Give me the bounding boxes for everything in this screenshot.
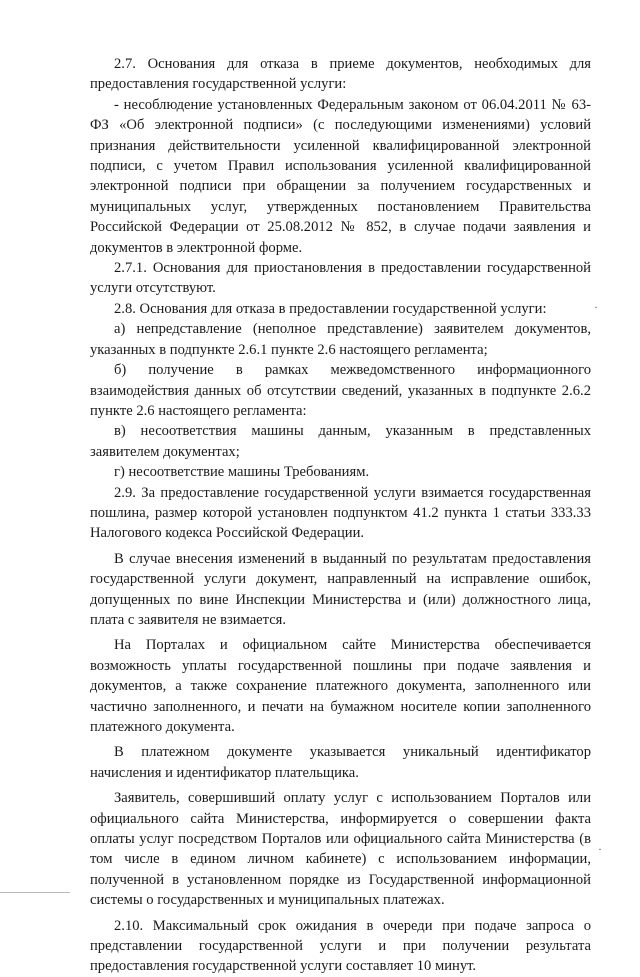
paragraph-2-8-v: в) несоответствия машины данным, указанным в представленных заявителем документах; xyxy=(90,423,591,460)
bottom-edge-line xyxy=(0,892,70,893)
paragraph-2-9-identifier: В платежном документе указывается уникальный идентификатор начисления и идентификатор плательщика. xyxy=(90,744,591,781)
paragraph-2-7-item: - несоблюдение установленных Федеральным законом от 06.04.2011 № 63-ФЗ «Об электронной подписи» (с последующими изменениями) условий признания действительности усиленной квалифицированной электронной подписи, с учетом Правил использования усиленной квалифицированной электронной подписи при обращении за получением государственных и муниципальных услуг, утвержденных постановлением Правительства Российской Федерации от 25.08.2012 № 852, в случае подачи заявления и документов в электронной форме. xyxy=(90,96,591,256)
paragraph-2-9: 2.9. За предоставление государственной услуги взимается государственная пошлина, размер которой установлен подпунктом 41.2 пункта 1 статьи 333.33 Налогового кодекса Российской Федерации. xyxy=(90,484,591,542)
paragraph-2-7-1: 2.7.1. Основания для приостановления в предоставлении государственной услуги отсутствуют. xyxy=(90,260,591,297)
document-body xyxy=(90,54,591,977)
paragraph-2-8: 2.8. Основания для отказа в предоставлении государственной услуги: xyxy=(114,300,547,317)
paragraph-2-9-payment-info: Заявитель, совершивший оплату услуг с использованием Порталов или официального сайта Министерства, информируется о совершении факта оплаты услуг посредством Порталов или официального сайта Министерства (в том числе в едином личном кабинете) с использованием информации, полученной в установленном порядке из Государственной информационной системы о государственных и муниципальных платежах. xyxy=(90,790,591,909)
scan-speck: · xyxy=(594,300,598,314)
paragraph-2-9-changes: В случае внесения изменений в выданный по результатам предоставления государственной услуги документ, направленный на исправление ошибок, допущенных по вине Инспекции Министерства и (или) должностного лица, плата с заявителя не взимается. xyxy=(90,550,591,628)
paragraph-2-7: 2.7. Основания для отказа в приеме документов, необходимых для предоставления государственной услуги: xyxy=(90,56,591,93)
paragraph-2-8-b: б) получение в рамках межведомственного информационного взаимодействия данных об отсутствии сведений, указанных в подпункте 2.6.2 пункте 2.6 настоящего регламента: xyxy=(90,362,591,419)
paragraph-2-9-portals: На Порталах и официальном сайте Министерства обеспечивается возможность уплаты государственной пошлины при подаче заявления и документов, а также сохранение платежного документа, заполненного или частично заполненного, и печати на бумажном носителе копии заполненного платежного документа. xyxy=(90,637,591,735)
paragraph-2-8-g: г) несоответствие машины Требованиям. xyxy=(114,464,370,481)
scan-speck: · xyxy=(598,842,602,856)
paragraph-2-8-a: а) непредставление (неполное представление) заявителем документов, указанных в подпункте 2.6.1 пункте 2.6 настоящего регламента; xyxy=(90,321,591,358)
paragraph-2-10: 2.10. Максимальный срок ожидания в очереди при подаче запроса о представлении государственной услуги и при получении результата предоставления государственной услуги составляет 10 минут. xyxy=(90,917,591,975)
